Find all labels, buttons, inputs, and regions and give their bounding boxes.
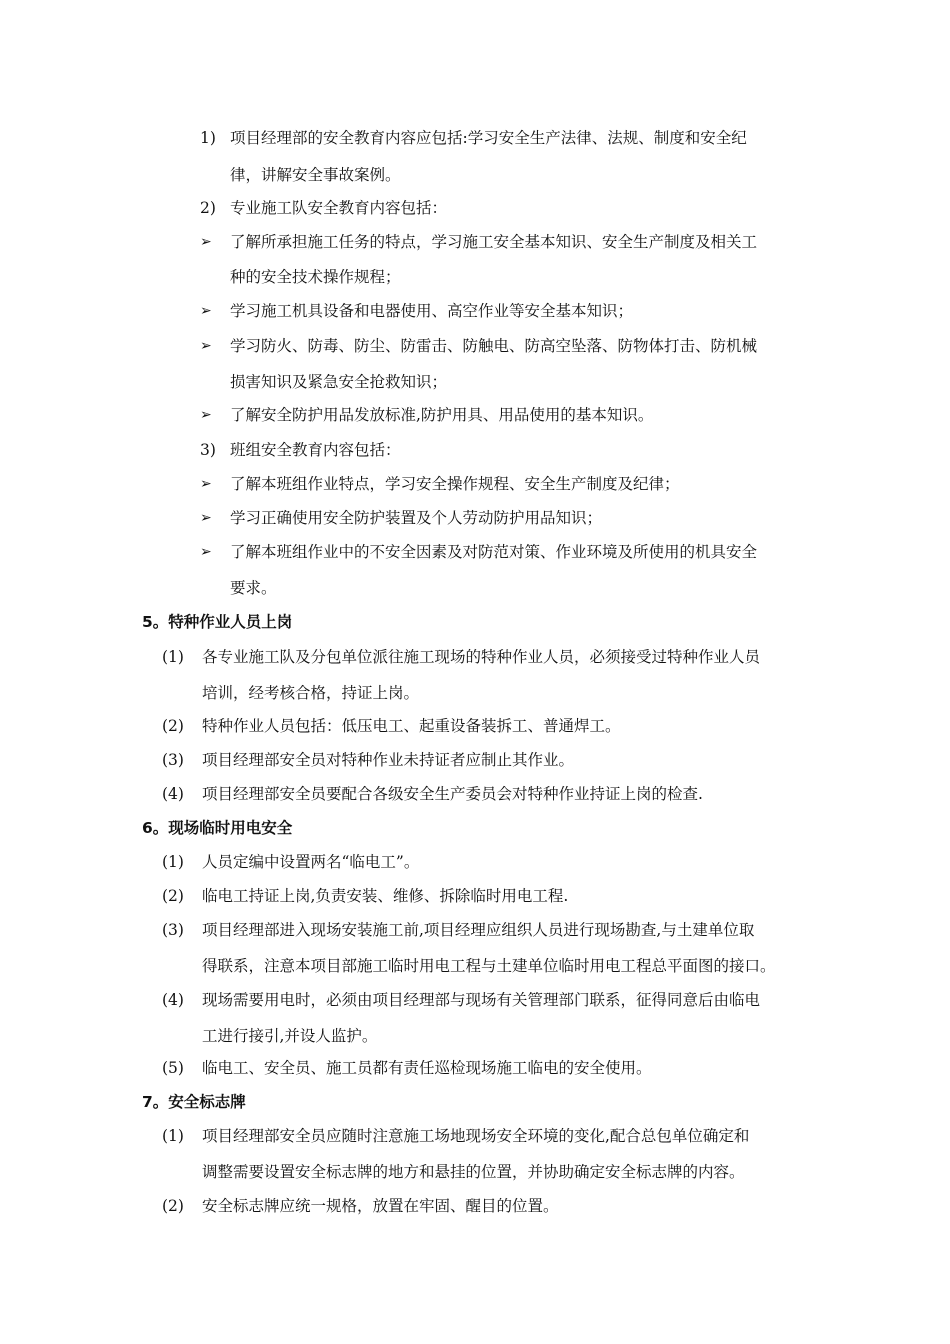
paragraph-line: 临电工持证上岗,负责安装、维修、拆除临时用电工程. xyxy=(202,887,569,905)
paragraph-line: 调整需要设置安全标志牌的地方和悬挂的位置，并协助确定安全标志牌的内容。 xyxy=(202,1163,745,1181)
list-marker: (4) xyxy=(162,991,184,1009)
arrow-bullet-icon: ➢ xyxy=(200,544,212,560)
arrow-bullet-icon: ➢ xyxy=(200,338,212,354)
paragraph-line: 项目经理部进入现场安装施工前,项目经理应组织人员进行现场勘查,与土建单位取 xyxy=(202,921,755,939)
paragraph-line: 了解所承担施工任务的特点，学习施工安全基本知识、安全生产制度及相关工 xyxy=(230,233,758,251)
paragraph-line: 要求。 xyxy=(230,579,277,597)
list-marker: 2) xyxy=(200,199,216,217)
section-heading: 7。安全标志牌 xyxy=(142,1093,246,1111)
paragraph-line: 特种作业人员包括：低压电工、起重设备装拆工、普通焊工。 xyxy=(202,717,621,735)
arrow-bullet-icon: ➢ xyxy=(200,303,212,319)
list-marker: (3) xyxy=(162,751,184,769)
paragraph-line: 培训，经考核合格，持证上岗。 xyxy=(202,684,420,702)
list-marker: (4) xyxy=(162,785,184,803)
paragraph-line: 了解本班组作业特点，学习安全操作规程、安全生产制度及纪律； xyxy=(230,475,680,493)
paragraph-line: 学习施工机具设备和电器使用、高空作业等安全基本知识； xyxy=(230,302,634,320)
paragraph-line: 工进行接引,并设人监护。 xyxy=(202,1027,378,1045)
paragraph-line: 各专业施工队及分包单位派往施工现场的特种作业人员，必须接受过特种作业人员 xyxy=(202,648,761,666)
list-marker: (3) xyxy=(162,921,184,939)
paragraph-line: 项目经理部安全员要配合各级安全生产委员会对特种作业持证上岗的检查. xyxy=(202,785,703,803)
paragraph-line: 现场需要用电时，必须由项目经理部与现场有关管理部门联系，征得同意后由临电 xyxy=(202,991,761,1009)
paragraph-line: 学习防火、防毒、防尘、防雷击、防触电、防高空坠落、防物体打击、防机械 xyxy=(230,337,758,355)
list-marker: (2) xyxy=(162,1197,184,1215)
list-marker: (1) xyxy=(162,853,184,871)
arrow-bullet-icon: ➢ xyxy=(200,510,212,526)
arrow-bullet-icon: ➢ xyxy=(200,407,212,423)
arrow-bullet-icon: ➢ xyxy=(200,476,212,492)
paragraph-line: 项目经理部安全员应随时注意施工场地现场安全环境的变化,配合总包单位确定和 xyxy=(202,1127,750,1145)
paragraph-line: 律，讲解安全事故案例。 xyxy=(230,166,401,184)
paragraph-line: 专业施工队安全教育内容包括： xyxy=(230,199,448,217)
list-marker: (5) xyxy=(162,1059,184,1077)
list-marker: (1) xyxy=(162,648,184,666)
paragraph-line: 损害知识及紧急安全抢救知识； xyxy=(230,373,448,391)
paragraph-line: 临电工、安全员、施工员都有责任巡检现场施工临电的安全使用。 xyxy=(202,1059,652,1077)
list-marker: 3) xyxy=(200,441,216,459)
paragraph-line: 了解本班组作业中的不安全因素及对防范对策、作业环境及所使用的机具安全 xyxy=(230,543,758,561)
paragraph-line: 种的安全技术操作规程； xyxy=(230,268,401,286)
paragraph-line: 项目经理部安全员对特种作业未持证者应制止其作业。 xyxy=(202,751,575,769)
paragraph-line: 得联系，注意本项目部施工临时用电工程与土建单位临时用电工程总平面图的接口。 xyxy=(202,957,776,975)
paragraph-line: 学习正确使用安全防护装置及个人劳动防护用品知识； xyxy=(230,509,603,527)
paragraph-line: 了解安全防护用品发放标准,防护用具、用品使用的基本知识。 xyxy=(230,406,654,424)
paragraph-line: 班组安全教育内容包括： xyxy=(230,441,401,459)
paragraph-line: 项目经理部的安全教育内容应包括:学习安全生产法律、法规、制度和安全纪 xyxy=(230,129,747,147)
section-heading: 6。现场临时用电安全 xyxy=(142,819,293,837)
paragraph-line: 人员定编中设置两名“临电工”。 xyxy=(202,853,420,871)
paragraph-line: 安全标志牌应统一规格，放置在牢固、醒目的位置。 xyxy=(202,1197,559,1215)
list-marker: (2) xyxy=(162,717,184,735)
list-marker: 1) xyxy=(200,129,216,147)
arrow-bullet-icon: ➢ xyxy=(200,234,212,250)
list-marker: (1) xyxy=(162,1127,184,1145)
list-marker: (2) xyxy=(162,887,184,905)
section-heading: 5。特种作业人员上岗 xyxy=(142,613,293,631)
